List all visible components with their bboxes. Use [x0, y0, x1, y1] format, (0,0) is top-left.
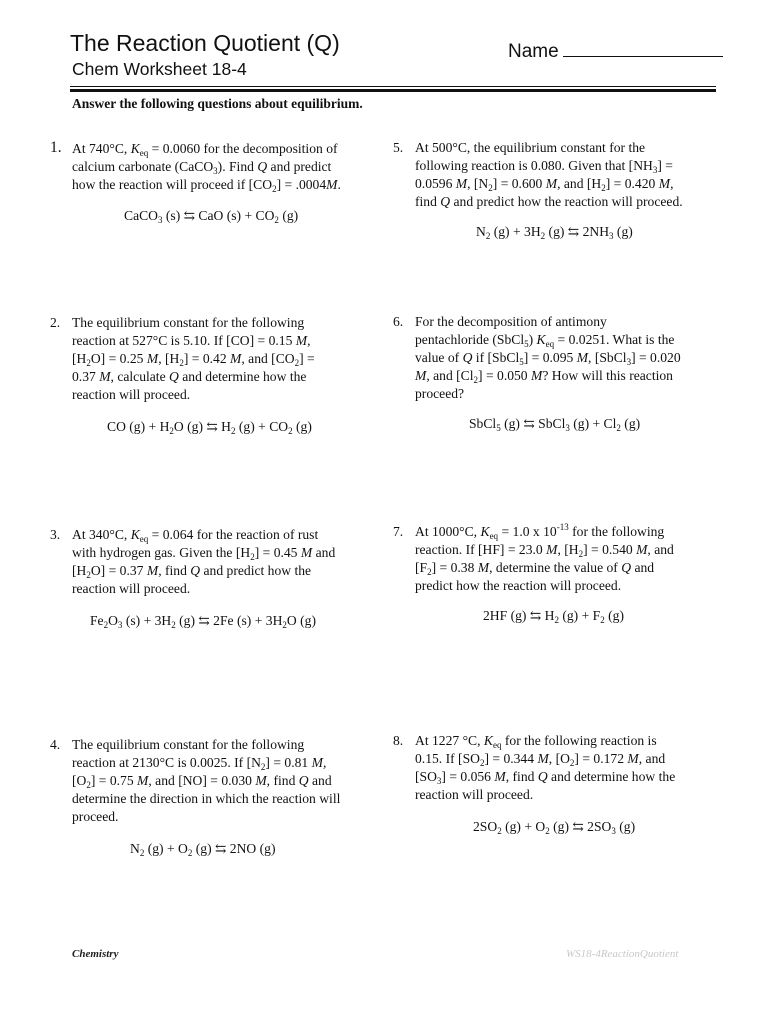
question-number: 7.: [393, 524, 404, 539]
question-text-line: reaction will proceed.: [72, 581, 191, 596]
name-label: Name: [508, 41, 559, 62]
question-number: 4.: [50, 737, 61, 752]
question-text: [415, 523, 674, 595]
footer-subject: Chemistry: [72, 948, 119, 960]
question-text: [72, 140, 341, 194]
instructions: Answer the following questions about equilibrium.: [72, 96, 363, 111]
question-text-line: 0.37 M, calculate Q and determine how the: [72, 369, 307, 384]
question-text-line: M, and $[Cl_2] = 0.050$ M? How will this reaction: [415, 368, 673, 385]
question-text-line: reaction. If [HF] = 23.0 M, $[H_2] = 0.540$ M, and: [415, 542, 674, 559]
question-text: [72, 526, 335, 598]
name-field: [508, 41, 723, 63]
question-text-line: pentachloride (SbCl$_5$) $K_{eq} = 0.0251$. What is the: [415, 332, 675, 349]
reaction-equation: $2SO_2$ $(g) + O_2$ (g) ⇆ $2SO_3$ (g): [473, 819, 636, 836]
question-text-line: At 1227 °C, $K_{eq}$ for the following reaction is: [415, 733, 657, 750]
reaction-equation: 2HF (g) ⇆ $H_2$ $(g) + F_2$ (g): [483, 608, 624, 625]
reaction-equation: CO $(g) + H_2O$ (g) ⇆ $H_2$ $(g) + CO_2$ (g): [107, 419, 312, 436]
question-text-line: 0.15. If $[SO_2] = 0.344$ M, $[O_2] = 0.172$ M, and: [415, 751, 666, 768]
header-rule-thin: [70, 86, 716, 87]
question-text-line: At 340°C, $K_{eq} = 0.064$ for the reaction of rust: [72, 527, 319, 544]
question-text-line: proceed.: [72, 809, 119, 824]
question-text-line: $[F_2] = 0.38$ M, determine the value of Q and: [415, 560, 655, 577]
question-text-line: $[H_2O] = 0.37$ M, find Q and predict how the: [72, 563, 312, 580]
question-text-line: calcium carbonate (CaCO$_3$). Find Q and predict: [72, 159, 332, 176]
question-text: [415, 732, 675, 804]
question-number: 5.: [393, 140, 404, 155]
worksheet-title: The Reaction Quotient (Q): [70, 30, 340, 56]
question-number: 2.: [50, 315, 61, 330]
question-number: 8.: [393, 733, 404, 748]
worksheet-subtitle: Chem Worksheet 18-4: [72, 59, 247, 79]
question-text: [72, 736, 340, 826]
question-text-line: $[H_2O] = 0.25$ M, $[H_2] = 0.42$ M, and $[CO_2]$ =: [72, 351, 315, 368]
question-text-line: $[SO_3] = 0.056$ M, find Q and determine how the: [415, 769, 676, 786]
question-text-line: reaction at 2130°C is 0.0025. If $[N_2] = 0.81$ M,: [72, 755, 327, 772]
question-number: 1.: [50, 139, 62, 156]
question-text-line: predict how the reaction will proceed.: [415, 578, 622, 593]
question-text-line: following reaction is 0.080. Given that $[NH_3]$ =: [415, 158, 673, 175]
header-rule-thick: [70, 89, 716, 92]
question-text-line: The equilibrium constant for the following: [72, 737, 305, 752]
question-text-line: with hydrogen gas. Given the $[H_2] = 0.45$ M and: [72, 545, 336, 562]
footer-document-id: WS18-4ReactionQuotient: [566, 948, 679, 960]
question-text-line: reaction will proceed.: [72, 387, 191, 402]
reaction-equation: $N_2$ $(g) + 3H_2$ (g) ⇆ $2NH_3$ (g): [476, 224, 633, 241]
question-text-line: value of Q if [SbCl$_5$] = 0.095 M, [SbCl$_3$] = 0.020: [415, 350, 681, 367]
name-blank-line[interactable]: [563, 42, 723, 57]
reaction-equation: $N_2$ $(g) + O_2$ (g) ⇆ 2NO (g): [130, 841, 276, 858]
question-text-line: 0.0596 M, $[N_2] = 0.600$ M, and $[H_2] = 0.420$ M,: [415, 176, 674, 193]
question-text-line: reaction will proceed.: [415, 787, 534, 802]
question-text-line: $[O_2] = 0.75$ M, and [NO] = 0.030 M, find Q and: [72, 773, 332, 790]
question-text-line: reaction at 527°C is 5.10. If [CO] = 0.15 M,: [72, 333, 311, 348]
question-text-line: At 1000°C, $K_{eq} = 1.0$ x $10^{-13}$ for the following: [415, 522, 665, 541]
question-text-line: At 500°C, the equilibrium constant for the: [415, 140, 646, 155]
question-text-line: find Q and predict how the reaction will proceed.: [415, 194, 683, 209]
question-text: [72, 314, 315, 404]
question-text-line: For the decomposition of antimony: [415, 314, 607, 329]
question-text-line: determine the direction in which the reaction will: [72, 791, 341, 806]
question-text-line: The equilibrium constant for the following: [72, 315, 305, 330]
question-number: 6.: [393, 314, 404, 329]
question-text: [415, 139, 683, 211]
question-text: [415, 313, 681, 403]
reaction-equation: CaCO$_3$ (s) ⇆ CaO $(s) + CO_2$ (g): [124, 208, 299, 225]
question-text-line: proceed?: [415, 386, 465, 401]
reaction-equation: $Fe_2O_3$ $(s) + 3H_2$ (g) ⇆ 2Fe $(s) + 3H_2O$ (g): [90, 613, 316, 630]
question-text-line: how the reaction will proceed if $[CO_2] = .0004M$.: [72, 177, 341, 194]
question-text-line: At 740°C, $K_{eq} = 0.0060$ for the decomposition of: [72, 141, 338, 158]
question-number: 3.: [50, 527, 61, 542]
reaction-equation: SbCl$_5$ (g) ⇆ SbCl$_3$ $(g) + Cl_2$ (g): [469, 416, 641, 433]
